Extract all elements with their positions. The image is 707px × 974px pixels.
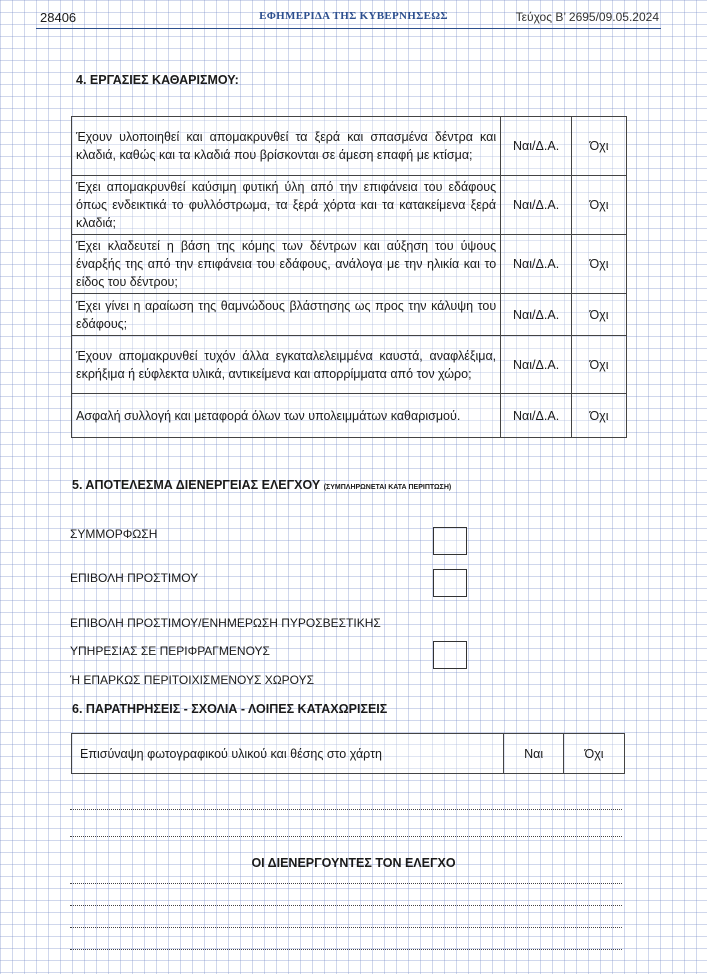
comment-line-2[interactable] (70, 836, 622, 837)
fine-notify-label-line2: ΥΠΗΡΕΣΙΑΣ ΣΕ ΠΕΡΙΦΡΑΓΜΕΝΟΥΣ (70, 644, 270, 658)
checklist-row (72, 235, 627, 294)
signer-line-3[interactable] (70, 927, 622, 928)
yes-na-option[interactable]: Ναι/Δ.Α. (501, 117, 572, 176)
no-option[interactable]: Όχι (572, 294, 627, 336)
no-option[interactable]: Όχι (572, 394, 627, 438)
fine-checkbox[interactable] (433, 569, 467, 597)
section-5-title-text: 5. ΑΠΟΤΕΛΕΣΜΑ ΔΙΕΝΕΡΓΕΙΑΣ ΕΛΕΓΧΟΥ (72, 478, 321, 492)
checklist-question: Έχει απομακρυνθεί καύσιμη φυτική ύλη από την επιφάνεια του εδάφους όπως ενδεικτικά το φυλλόστρωμα, τα ξερά χόρτα και τα κατακείμενα ξερά κλαδιά; (72, 176, 501, 235)
fine-notify-label-line3: Ή ΕΠΑΡΚΩΣ ΠΕΡΙΤΟΙΧΙΣΜΕΝΟΥΣ ΧΩΡΟΥΣ (70, 673, 315, 687)
checklist-row (72, 336, 627, 394)
checklist-row (72, 176, 627, 235)
checklist-question: Έχει κλαδευτεί η βάση της κόμης των δέντρων και αύξηση του ύψους έναρξής της από την επιφάνεια του εδάφους, ανάλογα με την ηλικία και το είδος του δέντρου; (72, 235, 501, 294)
checklist-row (72, 117, 627, 176)
page-number: 28406 (40, 10, 77, 25)
signers-title: ΟΙ ΔΙΕΝΕΡΓΟΥΝΤΕΣ ΤΟΝ ΕΛΕΓΧΟ (251, 856, 456, 870)
checklist-question: Ασφαλή συλλογή και μεταφορά όλων των υπολειμμάτων καθαρισμού. (72, 394, 501, 438)
yes-na-option[interactable]: Ναι/Δ.Α. (501, 336, 572, 394)
fine-label: ΕΠΙΒΟΛΗ ΠΡΟΣΤΙΜΟΥ (70, 571, 199, 585)
compliance-label: ΣΥΜΜΟΡΦΩΣΗ (70, 527, 158, 541)
section-6-title: 6. ΠΑΡΑΤΗΡΗΣΕΙΣ - ΣΧΟΛΙΑ - ΛΟΙΠΕΣ ΚΑΤΑΧΩΡΙΣΕΙΣ (72, 702, 388, 716)
checklist-question: Έχει γίνει η αραίωση της θαμνώδους βλάστησης ως προς την κάλυψη του εδάφους; (72, 294, 501, 336)
no-option[interactable]: Όχι (572, 336, 627, 394)
attachment-text: Επισύναψη φωτογραφικού υλικού και θέσης στο χάρτη (72, 734, 504, 774)
section-5-note: (ΣΥΜΠΛΗΡΩΝΕΤΑΙ ΚΑΤΑ ΠΕΡΙΠΤΩΣΗ) (323, 484, 452, 491)
yes-na-option[interactable]: Ναι/Δ.Α. (501, 294, 572, 336)
no-option[interactable]: Όχι (572, 235, 627, 294)
attachment-table (71, 733, 625, 774)
no-option[interactable]: Όχι (572, 117, 627, 176)
comment-line-1[interactable] (70, 809, 622, 810)
signer-line-4[interactable] (70, 949, 622, 950)
yes-na-option[interactable]: Ναι/Δ.Α. (501, 235, 572, 294)
signer-line-1[interactable] (70, 883, 622, 884)
signer-line-2[interactable] (70, 905, 622, 906)
attachment-yes-option[interactable]: Ναι (504, 734, 564, 774)
section-5-title (72, 478, 451, 492)
header-rule (36, 28, 661, 29)
checklist-question: Έχουν υλοποιηθεί και απομακρυνθεί τα ξερά και σπασμένα δέντρα και κλαδιά, καθώς και τα κλαδιά που βρίσκονται σε άμεση επαφή με κτίσμα; (72, 117, 501, 176)
issue-number: Τεύχος Β’ 2695/09.05.2024 (515, 10, 659, 24)
fine-notify-label-line1: ΕΠΙΒΟΛΗ ΠΡΟΣΤΙΜΟΥ/ΕΝΗΜΕΡΩΣΗ ΠΥΡΟΣΒΕΣΤΙΚΗΣ (70, 616, 381, 630)
yes-na-option[interactable]: Ναι/Δ.Α. (501, 394, 572, 438)
checklist-question: Έχουν απομακρυνθεί τυχόν άλλα εγκαταλελειμμένα καυστά, αναφλέξιμα, εκρήξιμα ή εύφλεκτα υλικά, αντικείμενα και απορρίμματα από τον χώρο; (72, 336, 501, 394)
attachment-no-option[interactable]: Όχι (564, 734, 625, 774)
section-4-title: 4. ΕΡΓΑΣΙΕΣ ΚΑΘΑΡΙΣΜΟΥ: (76, 73, 239, 87)
checklist-row (72, 294, 627, 336)
cleaning-checklist-table (71, 116, 627, 438)
journal-title: ΕΦΗΜΕΡΙΔΑ ΤΗΣ ΚΥΒΕΡΝΗΣΕΩΣ (259, 10, 448, 22)
checklist-row (72, 394, 627, 438)
fine-notify-checkbox[interactable] (433, 641, 467, 669)
yes-na-option[interactable]: Ναι/Δ.Α. (501, 176, 572, 235)
compliance-checkbox[interactable] (433, 527, 467, 555)
attachment-row (72, 734, 625, 774)
no-option[interactable]: Όχι (572, 176, 627, 235)
